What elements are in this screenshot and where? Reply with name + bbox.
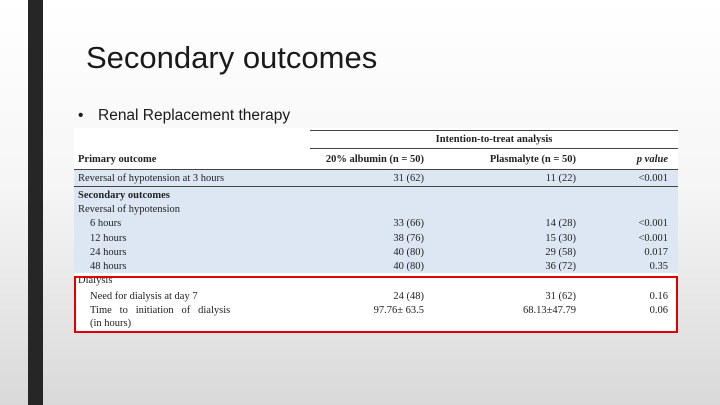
plasmalyte-value: 29 (58) [545, 247, 576, 258]
albumin-value: 97.76± 63.5 [373, 305, 424, 316]
col-header-pvalue: p value [636, 154, 668, 165]
col-header-outcome: Primary outcome [78, 154, 157, 165]
p-value: 0.017 [644, 247, 668, 258]
outcomes-table [74, 128, 678, 333]
p-value: <0.001 [638, 233, 668, 244]
p-value: 0.35 [649, 261, 668, 272]
bullet-item [78, 107, 290, 125]
albumin-value: 40 (80) [393, 247, 424, 258]
group-header-top-rule [310, 130, 678, 131]
p-value: <0.001 [638, 218, 668, 229]
plasmalyte-value: 15 (30) [545, 233, 576, 244]
row-label-continued: (in hours) [90, 318, 132, 329]
albumin-value: 40 (80) [393, 261, 424, 272]
albumin-value: 38 (76) [393, 233, 424, 244]
row-label: Need for dialysis at day 7 [90, 291, 198, 302]
p-value: 0.16 [649, 291, 668, 302]
plasmalyte-value: 36 (72) [545, 261, 576, 272]
group-header-bottom-rule [310, 148, 678, 149]
left-accent-bar [28, 0, 43, 405]
bullet-text: Renal Replacement therapy [98, 107, 291, 124]
col-header-plasmalyte: Plasmalyte (n = 50) [489, 154, 576, 165]
row-label: Reversal of hypotension at 3 hours [78, 173, 225, 184]
albumin-value: 24 (48) [393, 291, 424, 302]
reversal-header: Reversal of hypotension [78, 204, 181, 215]
slide-title: Secondary outcomes [86, 40, 378, 75]
group-header: Intention-to-treat analysis [435, 134, 553, 145]
dialysis-header: Dialysis [78, 275, 113, 286]
secondary-outcomes-header: Secondary outcomes [78, 190, 170, 201]
row-label: 24 hours [90, 247, 127, 258]
plasmalyte-value: 14 (28) [545, 218, 576, 229]
row-label: 12 hours [90, 233, 127, 244]
dialysis-highlight-box [74, 276, 678, 333]
plasmalyte-value: 68.13±47.79 [522, 305, 576, 316]
p-value: 0.06 [649, 305, 668, 316]
albumin-value: 31 (62) [393, 173, 424, 184]
row-label: Time to initiation of dialysis [90, 305, 231, 316]
p-value: <0.001 [638, 173, 668, 184]
bullet-dot-icon: • [78, 107, 84, 124]
row-label: 48 hours [90, 261, 127, 272]
plasmalyte-value: 31 (62) [545, 291, 576, 302]
col-header-albumin: 20% albumin (n = 50) [325, 154, 424, 165]
albumin-value: 33 (66) [393, 218, 424, 229]
plasmalyte-value: 11 (22) [545, 173, 576, 184]
row-label: 6 hours [90, 218, 122, 229]
